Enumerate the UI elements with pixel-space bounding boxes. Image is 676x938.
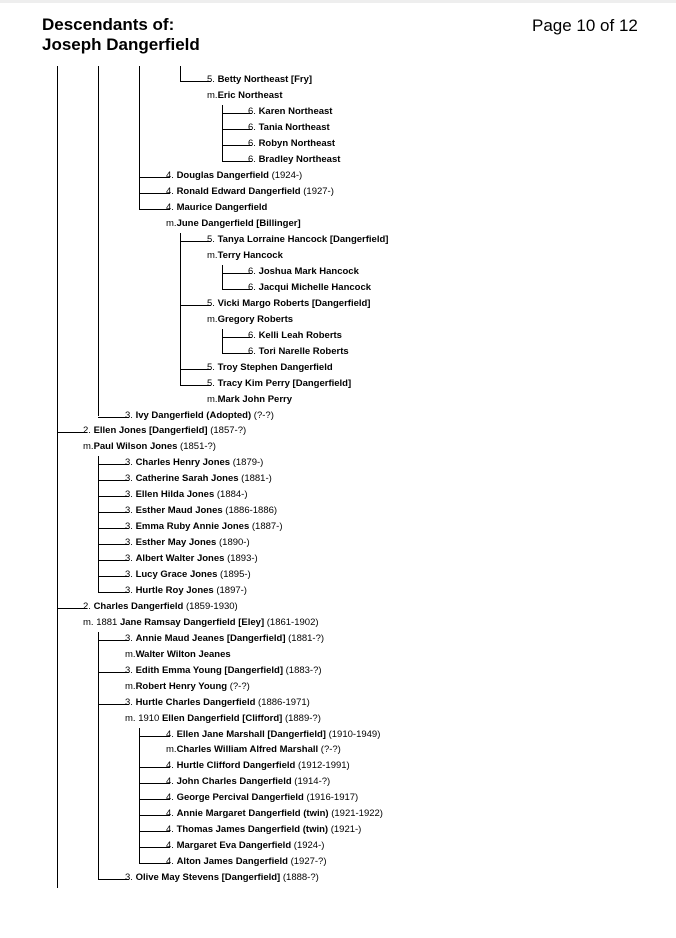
descendant-entry — [125, 665, 322, 677]
descendant-entry — [166, 760, 350, 772]
person-name: Mark John Perry — [217, 394, 293, 405]
person-name: Hurtle Clifford Dangerfield — [176, 760, 296, 771]
descendant-entry — [166, 840, 324, 852]
person-name: Ellen Dangerfield [Clifford] — [161, 713, 283, 724]
generation-marker: 4. — [166, 840, 177, 851]
descendant-entry — [248, 266, 359, 278]
generation-marker: 3. — [125, 473, 136, 484]
person-name: Ronald Edward Dangerfield — [176, 186, 301, 197]
tree-line-gen4-b — [139, 728, 140, 863]
generation-marker: 3. — [125, 585, 136, 596]
generation-marker: 3. — [125, 553, 136, 564]
tree-line-gen3-b — [98, 456, 99, 592]
generation-marker: 3. — [125, 537, 136, 548]
descendant-entry — [166, 808, 383, 820]
descendant-entry — [166, 729, 380, 741]
person-name: Ellen Jones [Dangerfield] — [93, 425, 208, 436]
life-dates: (1884-) — [214, 489, 248, 500]
person-name: Walter Wilton Jeanes — [135, 649, 231, 660]
person-name: Charles Henry Jones — [135, 457, 231, 468]
descendant-entry — [166, 792, 358, 804]
tree-line-gen6-c — [222, 329, 223, 353]
descendant-entry — [248, 346, 349, 358]
generation-marker: 5. — [207, 298, 218, 309]
life-dates: (1859-1930) — [183, 601, 238, 612]
person-name: Margaret Eva Dangerfield — [176, 840, 292, 851]
life-dates: (1883-?) — [283, 665, 322, 676]
life-dates: (1912-1991) — [295, 760, 350, 771]
spouse-entry — [125, 681, 250, 693]
descendant-entry — [166, 170, 302, 182]
descendant-entry — [207, 234, 388, 246]
tree-line-gen3-c — [98, 632, 99, 879]
person-name: Esther May Jones — [135, 537, 217, 548]
life-dates: (1921-1922) — [328, 808, 383, 819]
life-dates: (1857-?) — [207, 425, 247, 436]
tree-line-gen5-b — [180, 233, 181, 385]
spouse-entry — [207, 250, 283, 262]
generation-marker: 5. — [207, 362, 218, 373]
life-dates: (1916-1917) — [303, 792, 359, 803]
descendant-entry — [248, 106, 332, 118]
generation-marker: 2. — [83, 601, 94, 612]
generation-marker: m. — [83, 441, 94, 452]
person-name: Edith Emma Young [Dangerfield] — [135, 665, 283, 676]
tree-line-gen3-a — [98, 66, 99, 416]
descendant-entry — [248, 138, 335, 150]
descendant-entry — [166, 856, 327, 868]
generation-marker: m. — [166, 218, 177, 229]
person-name: Bradley Northeast — [258, 154, 341, 165]
generation-marker: 6. — [248, 106, 259, 117]
descendant-entry — [166, 202, 267, 214]
life-dates: (1893-) — [224, 553, 258, 564]
descendant-entry — [125, 505, 277, 517]
person-name: Paul Wilson Jones — [93, 441, 178, 452]
life-dates: (1910-1949) — [325, 729, 381, 740]
spouse-entry — [125, 713, 321, 725]
person-name: Jane Ramsay Dangerfield [Eley] — [119, 617, 265, 628]
generation-marker: 2. — [83, 425, 94, 436]
generation-marker: 6. — [248, 346, 259, 357]
life-dates: (1924-) — [268, 170, 303, 181]
person-name: Emma Ruby Annie Jones — [135, 521, 250, 532]
generation-marker: 4. — [166, 170, 177, 181]
life-dates: (1886-1886) — [222, 505, 278, 516]
person-name: Jacqui Michelle Hancock — [258, 282, 372, 293]
person-name: Thomas James Dangerfield (twin) — [176, 824, 329, 835]
spouse-entry — [83, 441, 216, 453]
generation-marker: 4. — [166, 729, 177, 740]
person-name: Terry Hancock — [217, 250, 283, 261]
life-dates: (1888-?) — [280, 872, 319, 883]
descendant-entry — [248, 154, 340, 166]
person-name: Ivy Dangerfield (Adopted) — [135, 410, 252, 421]
life-dates: (1881-?) — [285, 633, 325, 644]
generation-marker: 3. — [125, 633, 136, 644]
person-name: Tracy Kim Perry [Dangerfield] — [217, 378, 352, 389]
generation-marker: 6. — [248, 122, 259, 133]
tree-line-gen4-a — [139, 66, 140, 209]
spouse-entry — [83, 617, 319, 629]
person-name: John Charles Dangerfield — [176, 776, 292, 787]
life-dates: (1889-?) — [282, 713, 321, 724]
person-name: Tori Narelle Roberts — [258, 346, 349, 357]
descendant-entry — [248, 122, 330, 134]
person-name: Joshua Mark Hancock — [258, 266, 359, 277]
generation-marker: 3. — [125, 489, 136, 500]
person-name: Catherine Sarah Jones — [135, 473, 239, 484]
person-name: Tanya Lorraine Hancock [Dangerfield] — [217, 234, 389, 245]
person-name: Olive May Stevens [Dangerfield] — [135, 872, 281, 883]
life-dates: (1890-) — [216, 537, 250, 548]
generation-marker: 3. — [125, 410, 136, 421]
spouse-entry — [125, 649, 231, 661]
person-name: Hurtle Charles Dangerfield — [135, 697, 256, 708]
generation-marker: 3. — [125, 521, 136, 532]
person-name: Kelli Leah Roberts — [258, 330, 342, 341]
descendant-entry — [83, 601, 238, 613]
life-dates: (1914-?) — [291, 776, 331, 787]
life-dates: (?-?) — [318, 744, 341, 755]
spouse-entry — [207, 394, 292, 406]
person-name: Betty Northeast [Fry] — [217, 74, 313, 85]
generation-marker: 6. — [248, 282, 259, 293]
generation-marker: 4. — [166, 760, 177, 771]
generation-marker: 3. — [125, 872, 136, 883]
page-number: Page 10 of 12 — [532, 16, 638, 35]
descendant-entry — [125, 569, 251, 581]
generation-marker: 4. — [166, 856, 177, 867]
generation-marker: 3. — [125, 665, 136, 676]
generation-marker: 6. — [248, 330, 259, 341]
person-name: Alton James Dangerfield — [176, 856, 288, 867]
person-name: Ellen Jane Marshall [Dangerfield] — [176, 729, 326, 740]
spouse-entry — [166, 218, 301, 230]
descendant-entry — [125, 872, 319, 884]
life-dates: (?-?) — [251, 410, 274, 421]
life-dates: (1851-?) — [177, 441, 216, 452]
generation-marker: 3. — [125, 457, 136, 468]
descendant-entry — [125, 489, 248, 501]
generation-marker: m. — [207, 314, 218, 325]
descendant-entry — [125, 585, 247, 597]
generation-marker: m. — [166, 744, 177, 755]
generation-marker: 6. — [248, 154, 259, 165]
descendant-entry — [125, 521, 283, 533]
generation-marker: 4. — [166, 776, 177, 787]
life-dates: (1881-) — [238, 473, 272, 484]
person-name: Eric Northeast — [217, 90, 283, 101]
person-name: George Percival Dangerfield — [176, 792, 304, 803]
tree-line-gen6-b — [222, 265, 223, 289]
generation-marker: m. — [207, 250, 218, 261]
person-name: Charles William Alfred Marshall — [176, 744, 319, 755]
generation-marker: 3. — [125, 505, 136, 516]
life-dates: (1921-) — [328, 824, 362, 835]
life-dates: (?-?) — [227, 681, 250, 692]
life-dates: (1886-1971) — [255, 697, 310, 708]
generation-marker: 4. — [166, 792, 177, 803]
descendant-entry — [125, 457, 263, 469]
generation-marker: 6. — [248, 138, 259, 149]
life-dates: (1927-) — [300, 186, 334, 197]
generation-marker: 3. — [125, 569, 136, 580]
person-name: Annie Margaret Dangerfield (twin) — [176, 808, 329, 819]
tree-line-gen5-a — [180, 66, 181, 81]
person-name: Vicki Margo Roberts [Dangerfield] — [217, 298, 371, 309]
generation-marker: m. 1910 — [125, 713, 162, 724]
descendant-entry — [125, 473, 272, 485]
title-line-2: Joseph Dangerfield — [42, 35, 200, 54]
generation-marker: 5. — [207, 74, 218, 85]
descendant-entry — [248, 282, 371, 294]
generation-marker: 4. — [166, 824, 177, 835]
generation-marker: m. — [207, 90, 218, 101]
person-name: Douglas Dangerfield — [176, 170, 269, 181]
generation-marker: 3. — [125, 697, 136, 708]
person-name: Troy Stephen Dangerfield — [217, 362, 333, 373]
life-dates: (1887-) — [249, 521, 283, 532]
descendant-entry — [248, 330, 342, 342]
person-name: Annie Maud Jeanes [Dangerfield] — [135, 633, 286, 644]
life-dates: (1924-) — [291, 840, 325, 851]
life-dates: (1927-?) — [287, 856, 327, 867]
generation-marker: m. — [207, 394, 218, 405]
spouse-entry — [207, 314, 293, 326]
person-name: Albert Walter Jones — [135, 553, 225, 564]
generation-marker: 6. — [248, 266, 259, 277]
descendant-entry — [166, 186, 334, 198]
person-name: Robert Henry Young — [135, 681, 228, 692]
generation-marker: 4. — [166, 186, 177, 197]
descendant-entry — [83, 425, 246, 437]
descendant-entry — [166, 776, 330, 788]
generation-marker: m. — [125, 649, 136, 660]
title-line-1: Descendants of: — [42, 15, 175, 34]
person-name: Tania Northeast — [258, 122, 330, 133]
descendant-entry — [125, 633, 324, 645]
person-name: Charles Dangerfield — [93, 601, 184, 612]
spouse-entry — [207, 90, 283, 102]
life-dates: (1879-) — [230, 457, 264, 468]
generation-marker: 5. — [207, 234, 218, 245]
person-name: Karen Northeast — [258, 106, 333, 117]
descendant-entry — [125, 537, 250, 549]
descendant-entry — [207, 378, 351, 390]
person-name: Gregory Roberts — [217, 314, 294, 325]
life-dates: (1897-) — [213, 585, 247, 596]
descendant-entry — [125, 697, 310, 709]
spouse-entry — [166, 744, 341, 756]
person-name: Lucy Grace Jones — [135, 569, 218, 580]
generation-marker: 5. — [207, 378, 218, 389]
generation-marker: m. — [125, 681, 136, 692]
descendant-entry — [166, 824, 361, 836]
descendant-entry — [207, 74, 312, 86]
descendant-entry — [207, 298, 370, 310]
generation-marker: m. 1881 — [83, 617, 120, 628]
person-name: Robyn Northeast — [258, 138, 336, 149]
person-name: June Dangerfield [Billinger] — [176, 218, 301, 229]
person-name: Maurice Dangerfield — [176, 202, 268, 213]
generation-marker: 4. — [166, 202, 177, 213]
person-name: Esther Maud Jones — [135, 505, 223, 516]
descendant-entry — [125, 553, 258, 565]
life-dates: (1861-1902) — [264, 617, 319, 628]
descendant-entry — [125, 410, 274, 422]
person-name: Ellen Hilda Jones — [135, 489, 215, 500]
person-name: Hurtle Roy Jones — [135, 585, 214, 596]
descendant-entry — [207, 362, 333, 374]
generation-marker: 4. — [166, 808, 177, 819]
life-dates: (1895-) — [217, 569, 251, 580]
tree-line-gen2 — [57, 66, 58, 888]
